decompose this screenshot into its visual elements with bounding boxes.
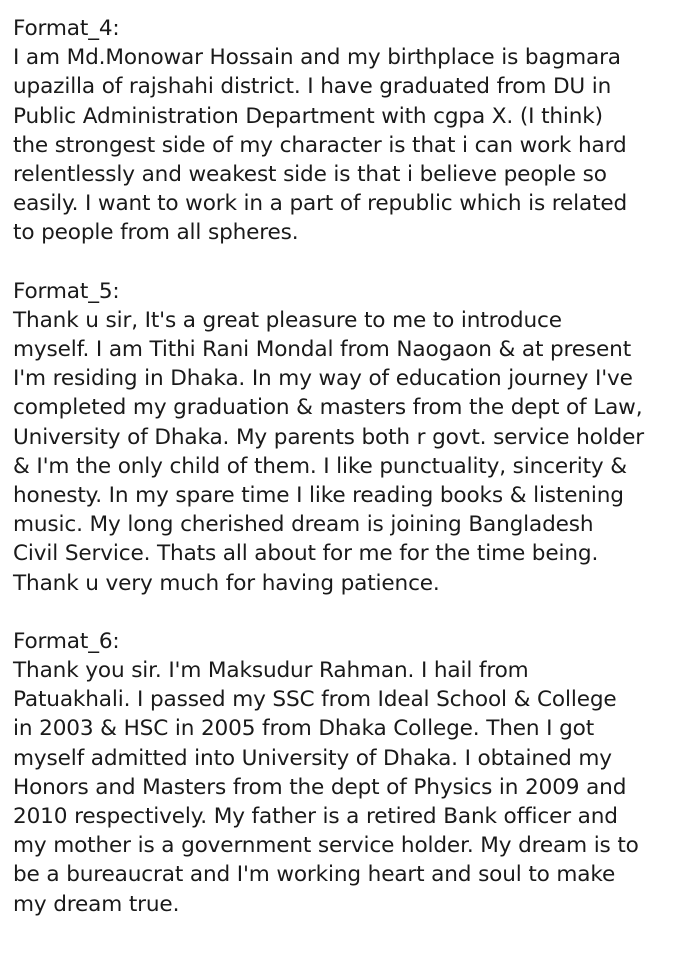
format-heading: Format_4: — [13, 16, 120, 41]
text-line: the strongest side of my character is that i can work hard — [13, 132, 627, 158]
text-line: Public Administration Department with cgpa X. (I think) — [13, 103, 603, 129]
text-line: completed my graduation & masters from the dept of Law, — [13, 395, 643, 421]
text-line: I am Md.Monowar Hossain and my birthplace is bagmara — [13, 45, 621, 71]
text-line: Civil Service. Thats all about for me for the time being. — [13, 541, 599, 567]
text-line: upazilla of rajshahi district. I have graduated from DU in — [13, 74, 612, 100]
text-line: easily. I want to work in a part of republic which is related — [13, 191, 628, 217]
text-line: honesty. In my spare time I like reading books & listening — [13, 483, 624, 509]
text-line: Patuakhali. I passed my SSC from Ideal School & College — [13, 687, 617, 713]
format-heading: Format_5: — [13, 278, 120, 304]
text-line: University of Dhaka. My parents both r govt. service holder — [13, 424, 644, 450]
text-line: relentlessly and weakest side is that i believe people so — [13, 162, 607, 188]
text-line: Honors and Masters from the dept of Physics in 2009 and — [13, 774, 627, 800]
text-line: to people from all spheres. — [13, 220, 299, 246]
format-4-block — [13, 14, 675, 248]
text-line: my dream true. — [13, 891, 180, 917]
text-line: I'm residing in Dhaka. In my way of education journey I've — [13, 366, 633, 392]
format-heading: Format_6: — [13, 628, 120, 654]
text-line: myself admitted into University of Dhaka. I obtained my — [13, 745, 612, 771]
text-line: Thank u very much for having patience. — [13, 570, 440, 596]
text-line: & I'm the only child of them. I like punctuality, sincerity & — [13, 453, 627, 479]
text-line: Thank you sir. I'm Maksudur Rahman. I hail from — [13, 658, 529, 684]
format-6-block — [13, 627, 675, 919]
text-line: Thank u sir, It's a great pleasure to me to introduce — [13, 307, 562, 333]
format-5-block — [13, 277, 675, 598]
text-line: 2010 respectively. My father is a retired Bank officer and — [13, 804, 618, 830]
text-line: in 2003 & HSC in 2005 from Dhaka College. Then I got — [13, 716, 595, 742]
text-line: my mother is a government service holder. My dream is to — [13, 833, 639, 859]
text-line: myself. I am Tithi Rani Mondal from Naogaon & at present — [13, 337, 632, 363]
text-line: music. My long cherished dream is joining Bangladesh — [13, 512, 594, 538]
text-line: be a bureaucrat and I'm working heart and soul to make — [13, 862, 616, 888]
